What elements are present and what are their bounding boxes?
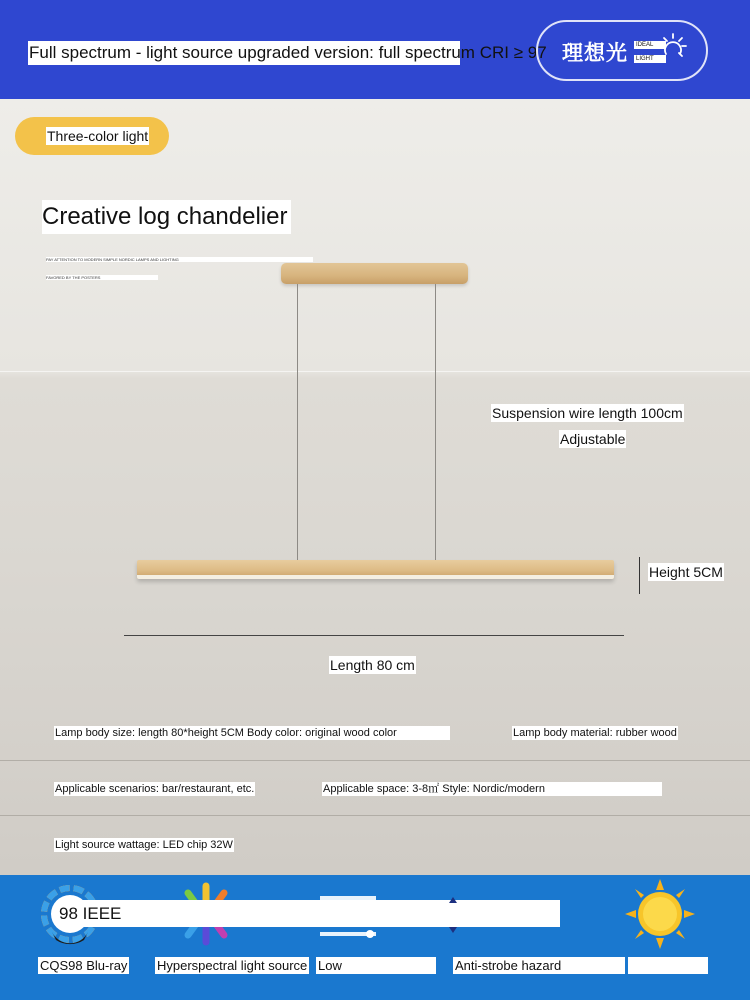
three-color-label: Three-color light <box>47 128 149 144</box>
cri-headline: Full spectrum - light source upgraded version: full spectrum CRI ≥ 97 <box>28 41 460 65</box>
ceiling-edge <box>0 371 750 372</box>
anti-strobe-wave-icon <box>446 895 460 935</box>
three-color-badge <box>15 117 169 155</box>
low-blue-light-lamp-icon <box>318 892 378 946</box>
sun-icon <box>624 878 696 950</box>
spec-material: Lamp body material: rubber wood <box>513 727 677 739</box>
suspension-wire-left <box>297 284 298 560</box>
sun-outline-icon <box>660 30 688 66</box>
brand-logo <box>536 20 708 81</box>
spec-divider-2 <box>0 815 750 816</box>
brand-name-en-top: IDEAL <box>634 41 666 49</box>
spec-space-style: Applicable space: 3-8㎡ Style: Nordic/modern <box>322 782 662 796</box>
feature-label-blank <box>628 957 708 974</box>
fine-print-line-2: FAVORED BY THE POSTERS <box>46 275 158 280</box>
feature-label-low: Low <box>316 957 436 974</box>
fine-print-line-1: PAY ATTENTION TO MODERN SIMPLE NORDIC LAMPS AND LIGHTING <box>46 257 313 262</box>
lamp-diffuser <box>137 575 614 579</box>
ceiling-canopy <box>281 263 468 284</box>
feature-label-cqs98: CQS98 Blu-ray <box>40 958 128 973</box>
log-lamp-body <box>137 560 614 579</box>
ieee-value: 98 IEEE <box>59 904 122 923</box>
brand-name-en-bottom: LIGHT <box>634 55 666 63</box>
height-label: Height 5CM <box>649 564 723 580</box>
spec-size-color: Lamp body size: length 80*height 5CM Body color: original wood color <box>54 726 450 740</box>
brand-name-cn: 理想光 <box>562 41 628 65</box>
height-indicator-line <box>639 557 640 594</box>
spec-wattage: Light source wattage: LED chip 32W <box>55 839 233 851</box>
feature-label-anti-strobe: Anti-strobe hazard <box>453 957 625 974</box>
spec-divider-1 <box>0 760 750 761</box>
wire-length-label: Suspension wire length 100cm <box>492 405 683 421</box>
top-banner <box>0 0 750 99</box>
adjustable-label: Adjustable <box>560 431 626 447</box>
length-label: Length 80 cm <box>330 657 415 673</box>
product-title: Creative log chandelier <box>42 200 291 234</box>
spec-scenarios: Applicable scenarios: bar/restaurant, etc. <box>55 783 255 795</box>
feature-label-hyperspectral: Hyperspectral light source <box>157 958 308 973</box>
feature-highlight-strip <box>59 900 560 927</box>
suspension-wire-right <box>435 284 436 560</box>
length-indicator-line <box>124 635 624 636</box>
